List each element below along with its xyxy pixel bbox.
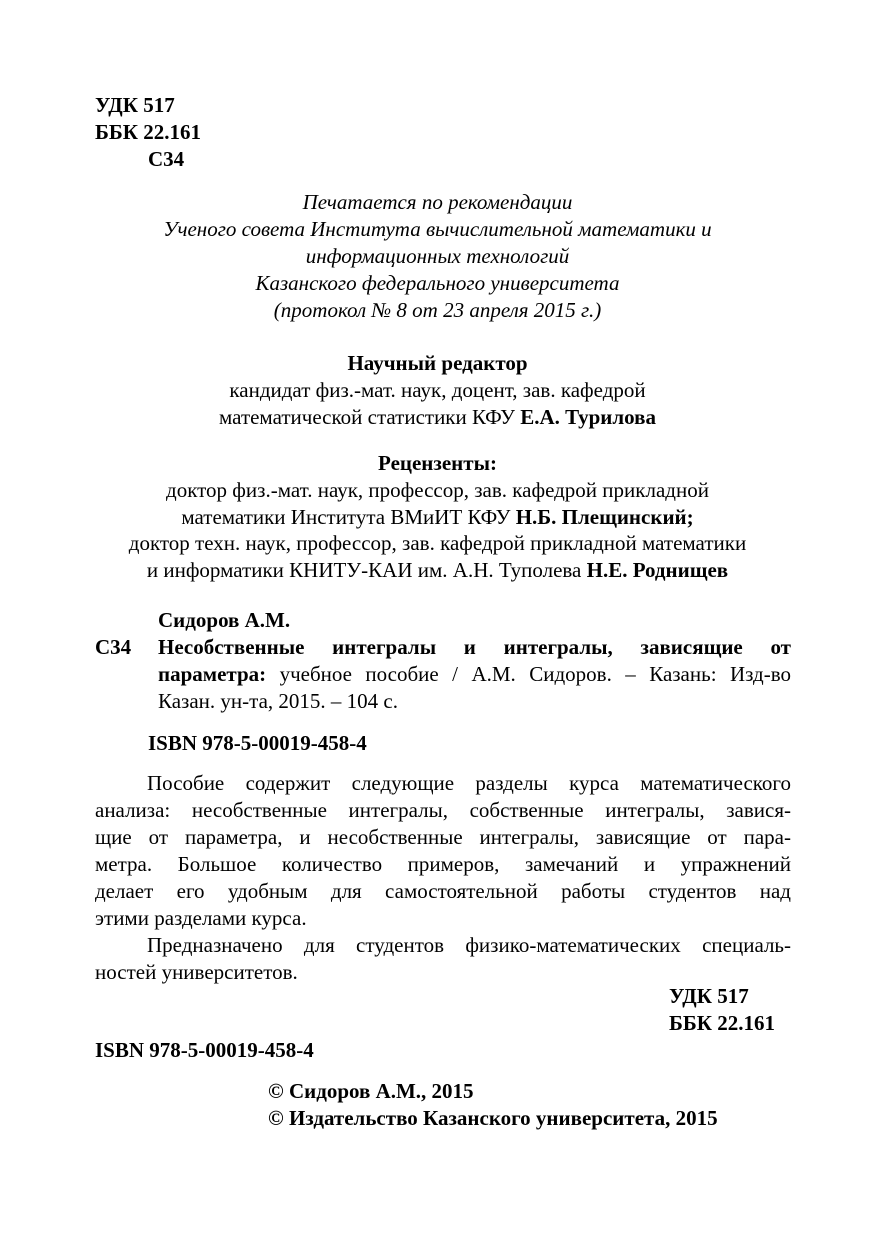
reviewer-1-line-2	[0, 504, 875, 531]
editor-line-2	[0, 404, 875, 431]
abstract-line-4: метра. Большое количество примеров, замечаний и упражнений	[95, 852, 791, 876]
recommendation-line-5: (протокол № 8 от 23 апреля 2015 г.)	[273, 298, 602, 322]
bbk-code-bottom: ББК 22.161	[669, 1011, 775, 1035]
isbn-bottom: ISBN 978-5-00019-458-4	[95, 1038, 314, 1062]
reviewer-2-affiliation: и информатики КНИТУ-КАИ им. А.Н. Туполева	[146, 558, 587, 582]
bbk-code-top: ББК 22.161	[95, 120, 201, 144]
editor-line-1: кандидат физ.-мат. наук, доцент, зав. кафедрой	[229, 378, 646, 402]
reviewer-2-name: Н.Е. Роднищев	[586, 558, 729, 582]
author-mark-top: С34	[148, 147, 185, 171]
abstract-line-5: делает его удобным для самостоятельной работы студентов над	[95, 879, 791, 903]
reviewer-1-line-1: доктор физ.-мат. наук, профессор, зав. кафедрой прикладной	[166, 478, 709, 502]
udk-code-top: УДК 517	[95, 93, 175, 117]
bib-title-line-2	[158, 661, 791, 688]
copyright-publisher: © Издательство Казанского университета, 2015	[268, 1106, 718, 1130]
bib-description	[158, 634, 791, 715]
copyright-author: © Сидоров А.М., 2015	[268, 1079, 474, 1103]
bib-publication-info: учебное пособие / А.М. Сидоров. – Казань: Изд-во	[266, 662, 791, 686]
abstract-line-1: Пособие содержит следующие разделы курса математического	[147, 771, 791, 795]
reviewers-heading: Рецензенты:	[378, 451, 497, 475]
bib-author-mark: С34	[95, 635, 132, 659]
abstract-line-2: анализа: несобственные интегралы, собственные интегралы, завися-	[95, 798, 791, 822]
abstract-line-3: щие от параметра, и несобственные интегралы, зависящие от пара-	[95, 825, 791, 849]
bib-title-end: параметра:	[158, 662, 267, 686]
bib-title-line-3: Казан. ун-та, 2015. – 104 с.	[158, 689, 398, 713]
abstract	[95, 770, 791, 986]
isbn-middle: ISBN 978-5-00019-458-4	[148, 731, 367, 755]
reviewer-1-affiliation: математики Института ВМиИТ КФУ	[181, 505, 516, 529]
recommendation-line-2: Ученого совета Института вычислительной математики и	[163, 217, 712, 241]
reviewer-2-line-2	[0, 557, 875, 584]
abstract-line-7: Предназначено для студентов физико-математических специаль-	[147, 933, 791, 957]
editor-name: Е.А. Турилова	[520, 405, 656, 429]
recommendation-line-1: Печатается по рекомендации	[302, 190, 573, 214]
editor-heading: Научный редактор	[347, 351, 528, 375]
udk-code-bottom: УДК 517	[669, 984, 749, 1008]
reviewer-1-name: Н.Б. Плещинский;	[515, 505, 694, 529]
abstract-line-6: этими разделами курса.	[95, 906, 307, 930]
editor-affiliation: математической статистики КФУ	[219, 405, 521, 429]
abstract-line-8: ностей университетов.	[95, 960, 298, 984]
bib-title-line-1: Несобственные интегралы и интегралы, зависящие от	[158, 635, 791, 659]
reviewer-2-line-1: доктор техн. наук, профессор, зав. кафедрой прикладной математики	[128, 531, 747, 555]
recommendation-line-3: информационных технологий	[305, 244, 570, 268]
recommendation-line-4: Казанского федерального университета	[255, 271, 620, 295]
bib-author: Сидоров А.М.	[158, 608, 291, 632]
